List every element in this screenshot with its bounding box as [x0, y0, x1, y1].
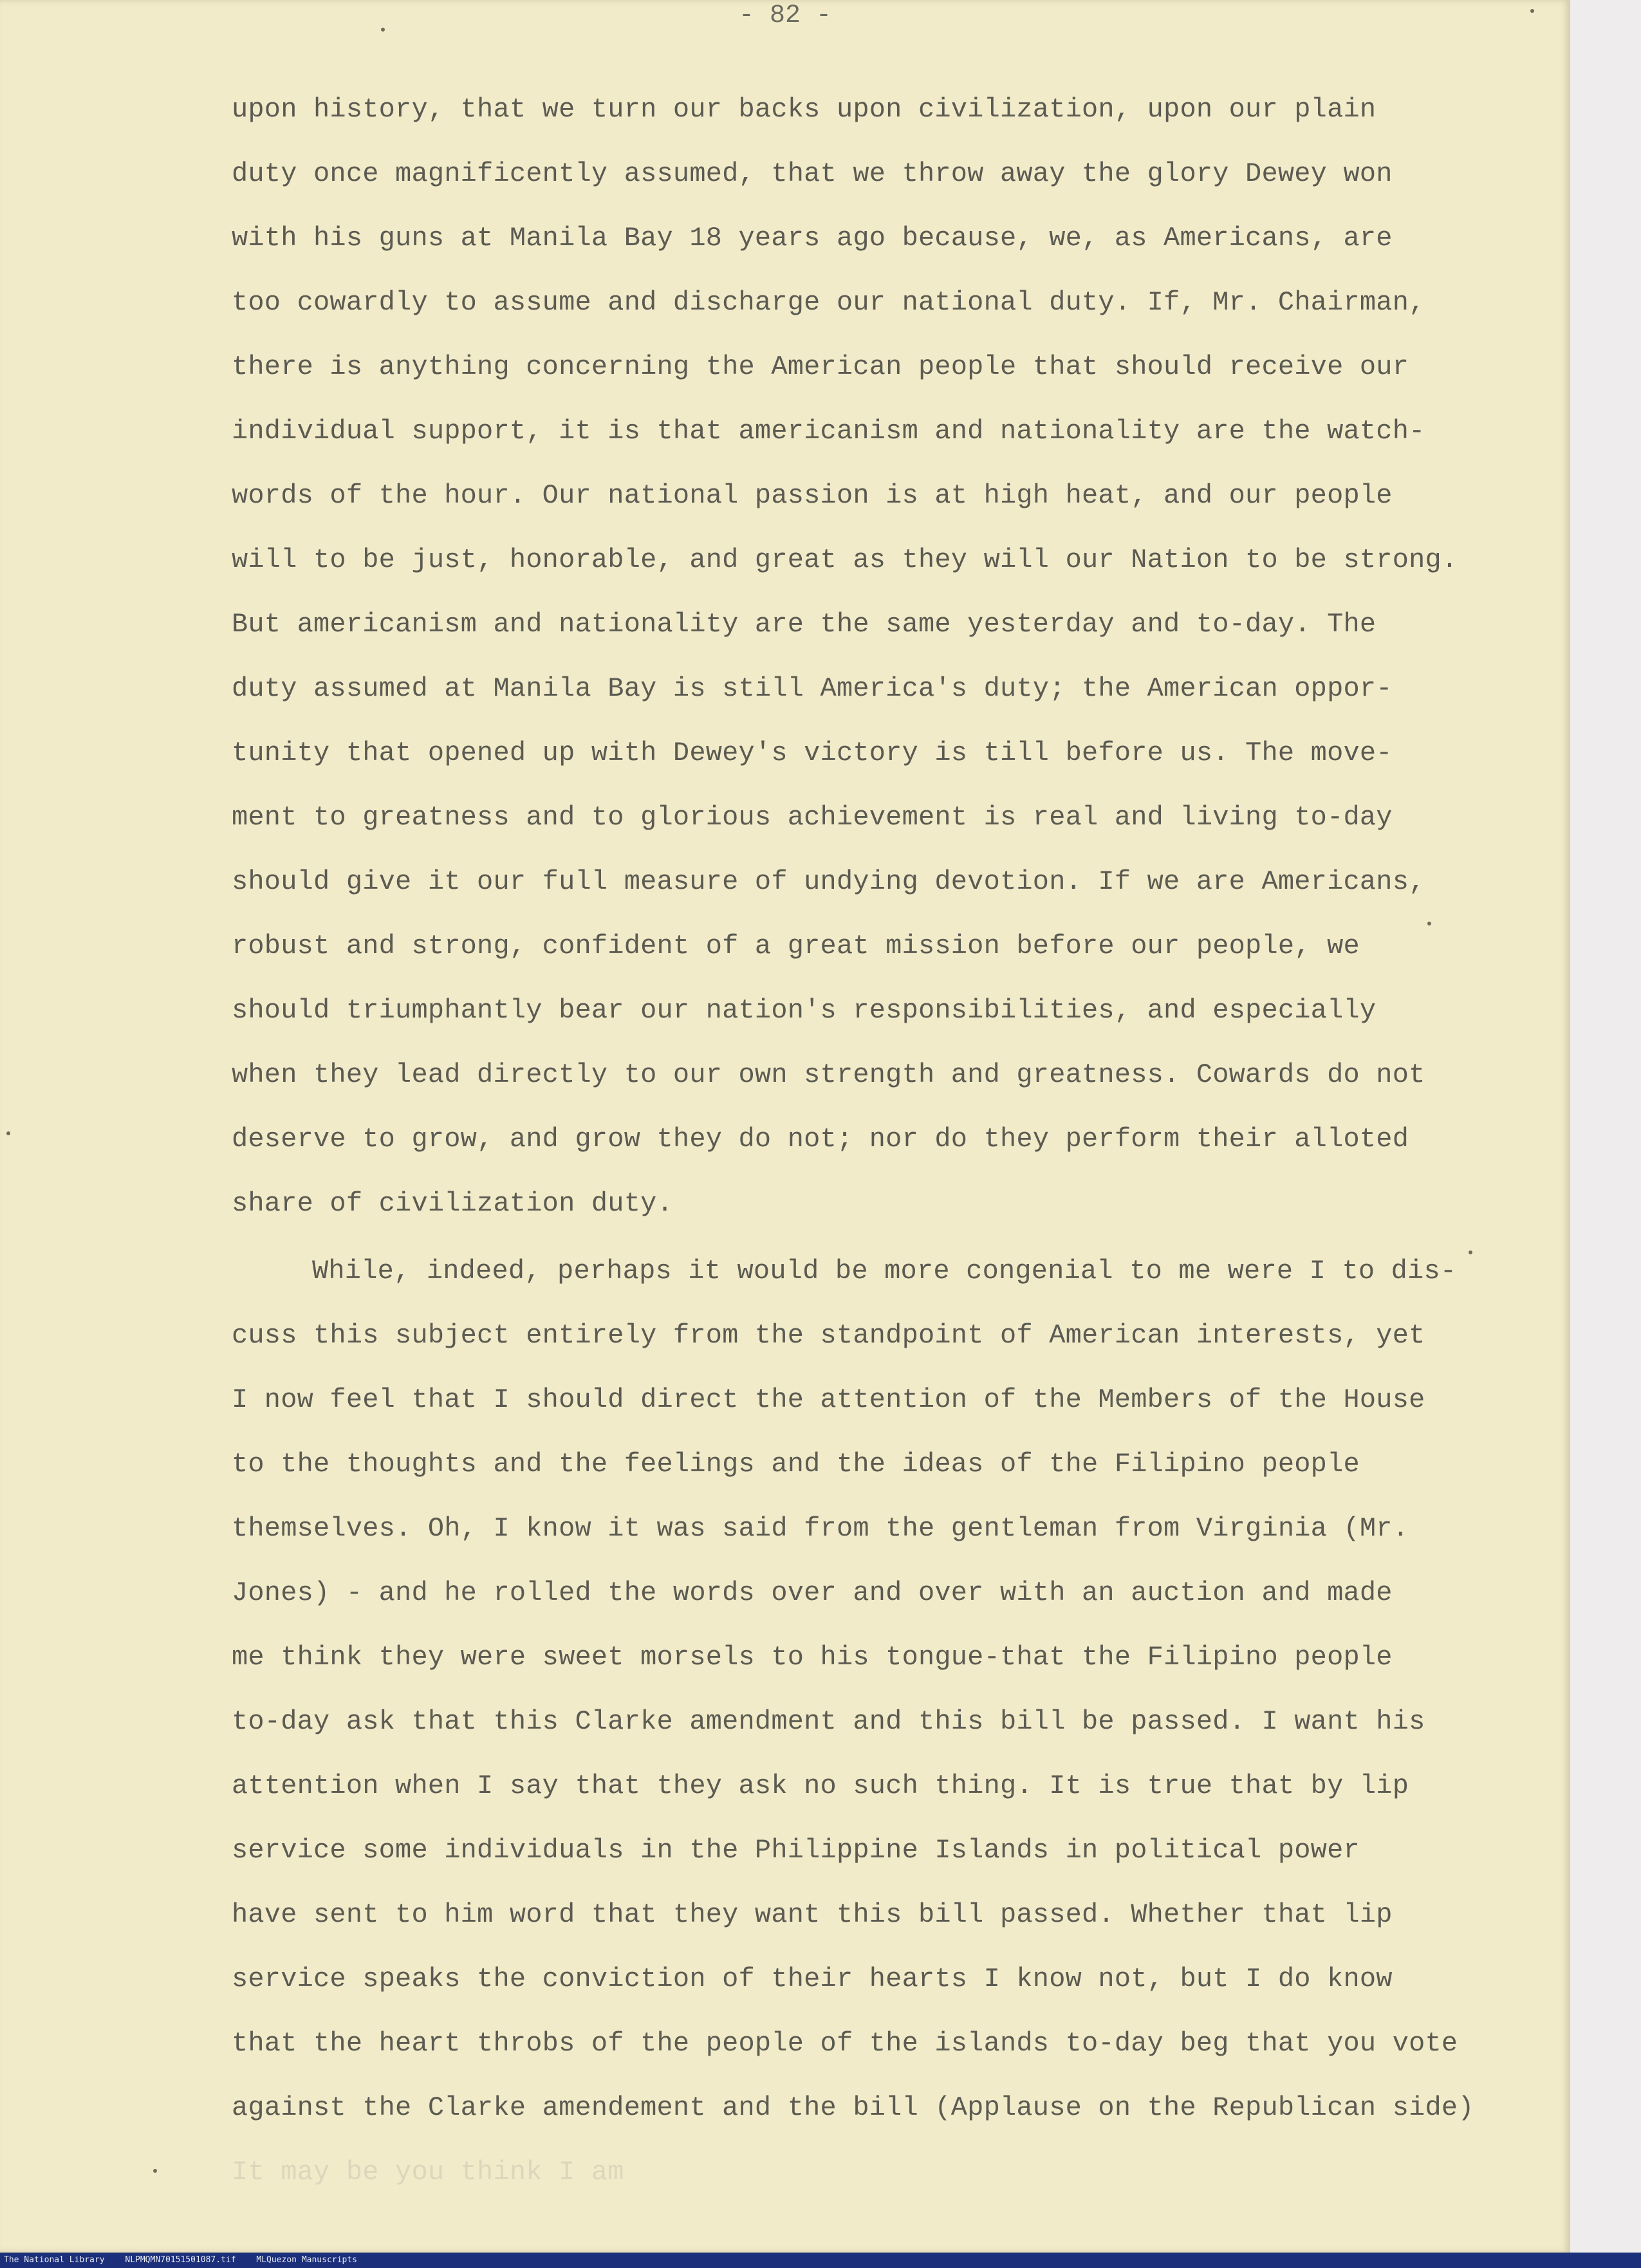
text-line: I now feel that I should direct the attention of the Members of the House	[232, 1384, 1425, 1415]
text-line: upon history, that we turn our backs upon civilization, upon our plain	[232, 94, 1377, 125]
paper-speck	[1469, 1250, 1472, 1254]
text-line: with his guns at Manila Bay 18 years ago because, we, as Americans, are	[232, 223, 1393, 254]
text-line: me think they were sweet morsels to his tongue-that the Filipino people	[232, 1642, 1393, 1673]
paper-speck	[381, 28, 385, 32]
text-line: will to be just, honorable, and great as they will our Nation to be strong.	[232, 544, 1458, 575]
text-line: have sent to him word that they want this bill passed. Whether that lip	[232, 1899, 1393, 1930]
text-line: there is anything concerning the American people that should receive our	[232, 351, 1409, 382]
footer-library: The National Library	[4, 2255, 105, 2265]
text-line: individual support, it is that americanism and nationality are the watch-	[232, 416, 1425, 447]
text-line: service speaks the conviction of their hearts I know not, but I do know	[232, 1964, 1393, 1994]
text-line: But americanism and nationality are the same yesterday and to-day. The	[232, 609, 1377, 640]
text-line: words of the hour. Our national passion is at high heat, and our people	[232, 480, 1393, 511]
text-line: duty assumed at Manila Bay is still America's duty; the American oppor-	[232, 673, 1393, 704]
text-line: too cowardly to assume and discharge our national duty. If, Mr. Chairman,	[232, 287, 1425, 318]
text-line: when they lead directly to our own strength and greatness. Cowards do not	[232, 1059, 1425, 1090]
text-line: should give it our full measure of undying devotion. If we are Americans,	[232, 866, 1425, 897]
text-line: to-day ask that this Clarke amendment and this bill be passed. I want his	[232, 1706, 1425, 1737]
footer-collection: MLQuezon Manuscripts	[256, 2255, 357, 2265]
text-line: robust and strong, confident of a great mission before our people, we	[232, 931, 1360, 962]
text-line: duty once magnificently assumed, that we throw away the glory Dewey won	[232, 158, 1393, 189]
paragraph-first-line: While, indeed, perhaps it would be more congenial to me were I to dis-	[312, 1256, 1457, 1287]
faded-carry-over-line: It may be you think I am	[232, 2157, 624, 2188]
footer-file: NLPMQMN70151501087.tif	[125, 2255, 236, 2265]
archive-footer	[0, 2253, 1641, 2268]
paper-speck	[1530, 9, 1534, 13]
text-line: Jones) - and he rolled the words over and over with an auction and made	[232, 1577, 1393, 1608]
text-line: against the Clarke amendement and the bill (Applause on the Republican side)	[232, 2092, 1474, 2123]
page-number: - 82 -	[738, 1, 832, 30]
text-line: ment to greatness and to glorious achievement is real and living to-day	[232, 802, 1393, 833]
text-line: deserve to grow, and grow they do not; nor do they perform their alloted	[232, 1124, 1409, 1155]
text-line: tunity that opened up with Dewey's victory is till before us. The move-	[232, 738, 1393, 768]
text-line: service some individuals in the Philippine Islands in political power	[232, 1835, 1360, 1866]
text-line: share of civilization duty.	[232, 1188, 673, 1219]
text-line: to the thoughts and the feelings and the ideas of the Filipino people	[232, 1449, 1360, 1480]
paper-speck	[6, 1131, 10, 1135]
text-line: cuss this subject entirely from the standpoint of American interests, yet	[232, 1320, 1425, 1351]
scanner-background	[1570, 0, 1641, 2253]
text-line: that the heart throbs of the people of the islands to-day beg that you vote	[232, 2028, 1458, 2059]
paper-speck	[153, 2169, 157, 2173]
paper-speck	[1427, 922, 1431, 925]
text-line: themselves. Oh, I know it was said from the gentleman from Virginia (Mr.	[232, 1513, 1409, 1544]
text-line: attention when I say that they ask no such thing. It is true that by lip	[232, 1771, 1409, 1801]
text-line: should triumphantly bear our nation's responsibilities, and especially	[232, 995, 1377, 1026]
